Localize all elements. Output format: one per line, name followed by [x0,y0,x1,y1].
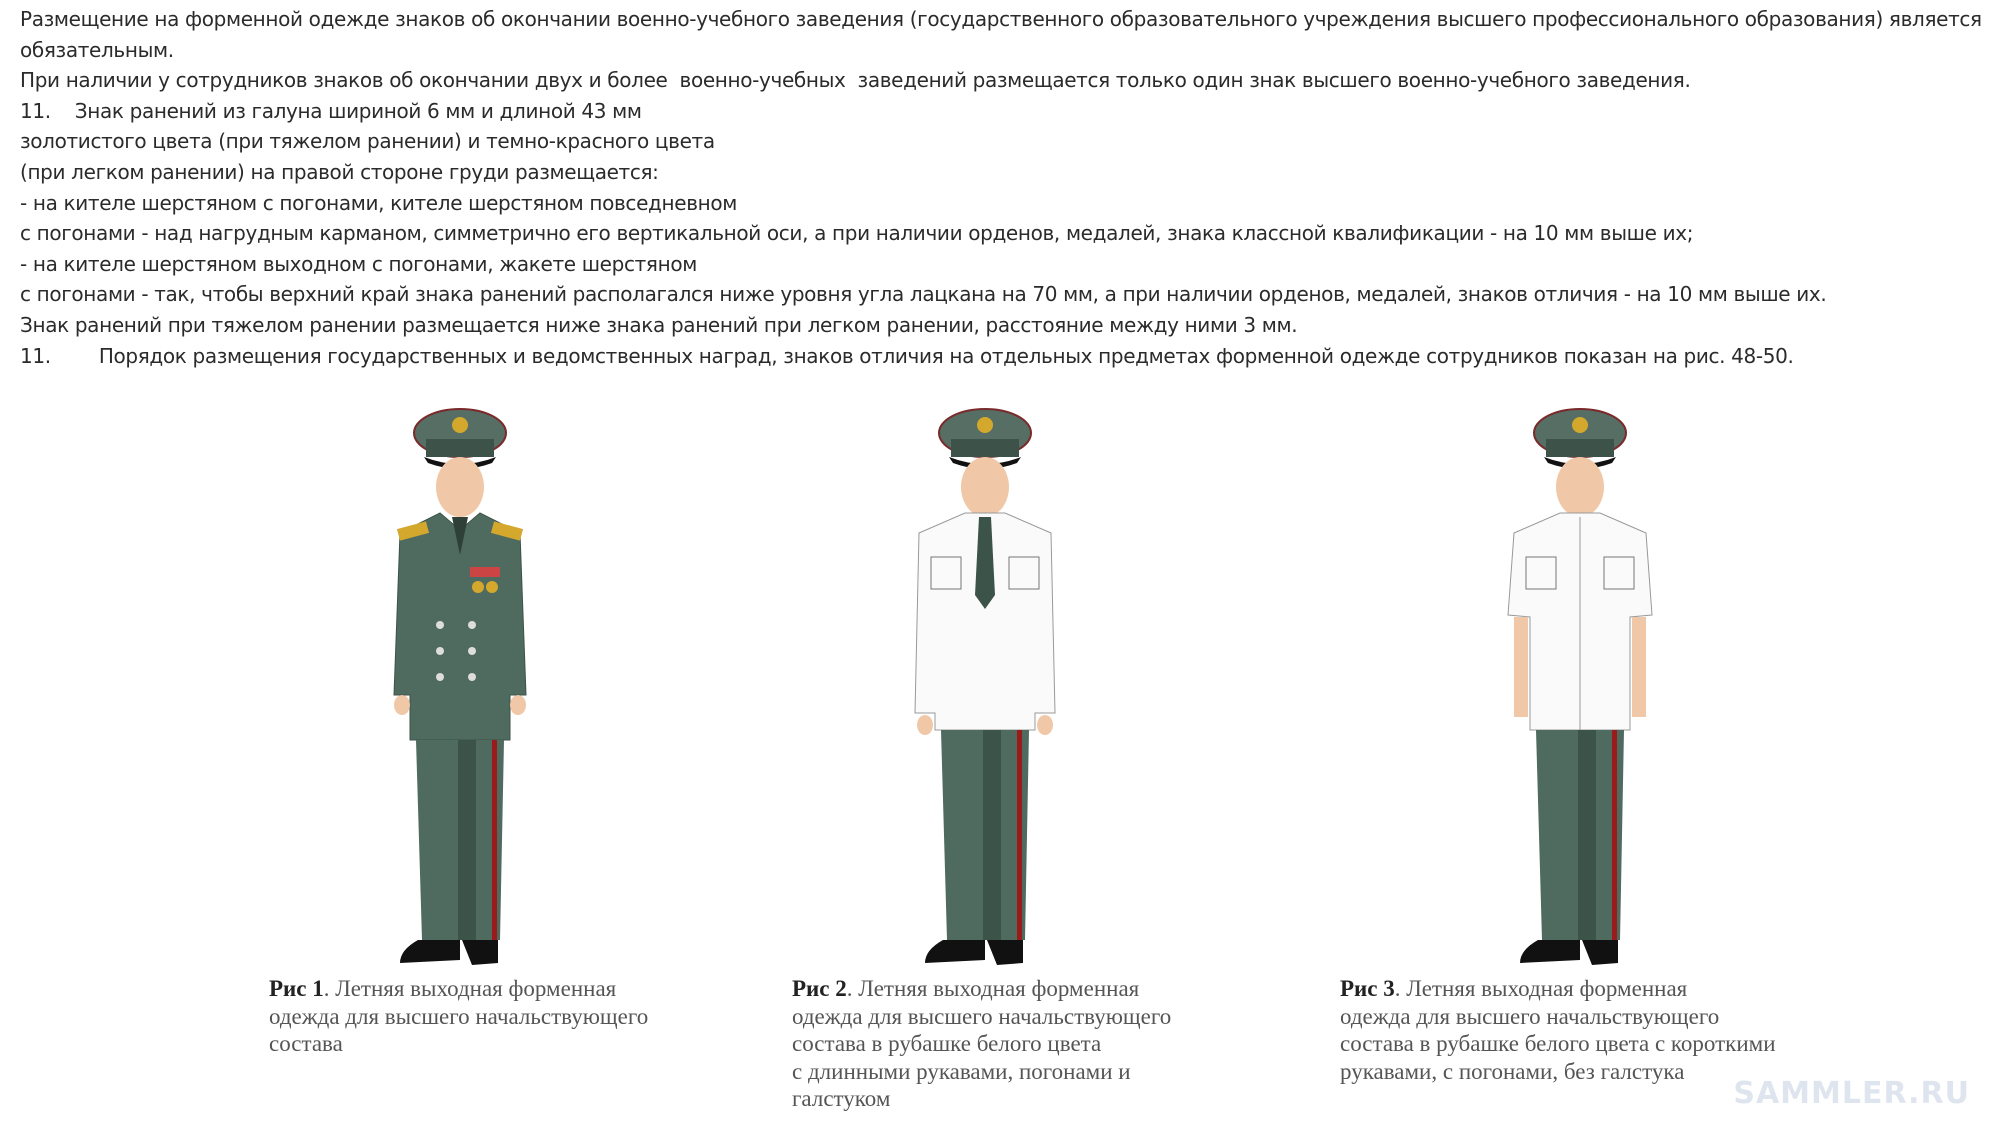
text-line: - на кителе шерстяном выходном с погонами, жакете шерстяном [20,251,697,276]
watermark: SAMMLER.RU [1733,1076,1970,1111]
figure-2-illustration [885,395,1085,975]
text-line: При наличии у сотрудников знаков об окончании двух и более военно-учебных заведений размещается только один знак высшего военно-учебного заведения. [20,68,1691,93]
figure-3-illustration [1480,395,1680,975]
figure-3-caption [1340,975,1776,1085]
document-text [20,4,1985,371]
caption-line: . Летняя выходная форменная [1394,976,1688,1001]
caption-line: рукавами, с погонами, без галстука [1340,1058,1685,1084]
stripe [492,740,497,940]
figure-1-caption [269,975,648,1058]
figure-1-illustration [360,395,560,975]
caption-line: галстуком [792,1086,891,1111]
figure-label: Рис 2 [792,976,847,1001]
caption-line: . Летняя выходная форменная [323,976,617,1001]
text-line: обязательным. [20,37,174,62]
text-line: с погонами - над нагрудным карманом, симметрично его вертикальной оси, а при наличии орденов, медалей, знака классной квалификации - на 10 мм выше их; [20,221,1694,246]
figure-label: Рис 3 [1340,976,1395,1001]
caption-line: . Летняя выходная форменная [846,976,1140,1001]
text-line: 11. Порядок размещения государственных и ведомственных наград, знаков отличия на отдельных предметах форменной одежде сотрудников показан на рис. 48-50. [20,343,1794,368]
figure-2-caption [792,975,1171,1113]
text-line: Знак ранений при тяжелом ранении размещается ниже знака ранений при легком ранении, расстояние между ними 3 мм. [20,312,1298,337]
text-line: 11. Знак ранений из галуна шириной 6 мм и длиной 43 мм [20,98,642,123]
text-line: золотистого цвета (при тяжелом ранении) и темно-красного цвета [20,129,715,154]
caption-line: одежда для высшего начальствующего [1340,1003,1720,1029]
figure-label: Рис 1 [269,976,324,1001]
text-line: - на кителе шерстяном с погонами, кителе шерстяном повседневном [20,190,737,215]
caption-line: состава [269,1031,343,1056]
caption-line: с длинными рукавами, погонами и [792,1058,1131,1084]
text-line: (при легком ранении) на правой стороне груди размещается: [20,159,659,184]
caption-line: состава в рубашке белого цвета [792,1031,1102,1056]
text-line: с погонами - так, чтобы верхний край знака ранений располагался ниже уровня угла лацкана на 70 мм, а при наличии орденов, медалей, знаков отличия - на 10 мм выше их. [20,282,1827,307]
caption-line: состава в рубашке белого цвета с короткими [1340,1031,1776,1056]
text-line: Размещение на форменной одежде знаков об окончании военно-учебного заведения (государственного образовательного учреждения высшего профессионального образования) является [20,7,1982,31]
caption-line: одежда для высшего начальствующего [792,1003,1172,1029]
caption-line: одежда для высшего начальствующего [269,1003,649,1029]
head-icon [436,457,484,517]
